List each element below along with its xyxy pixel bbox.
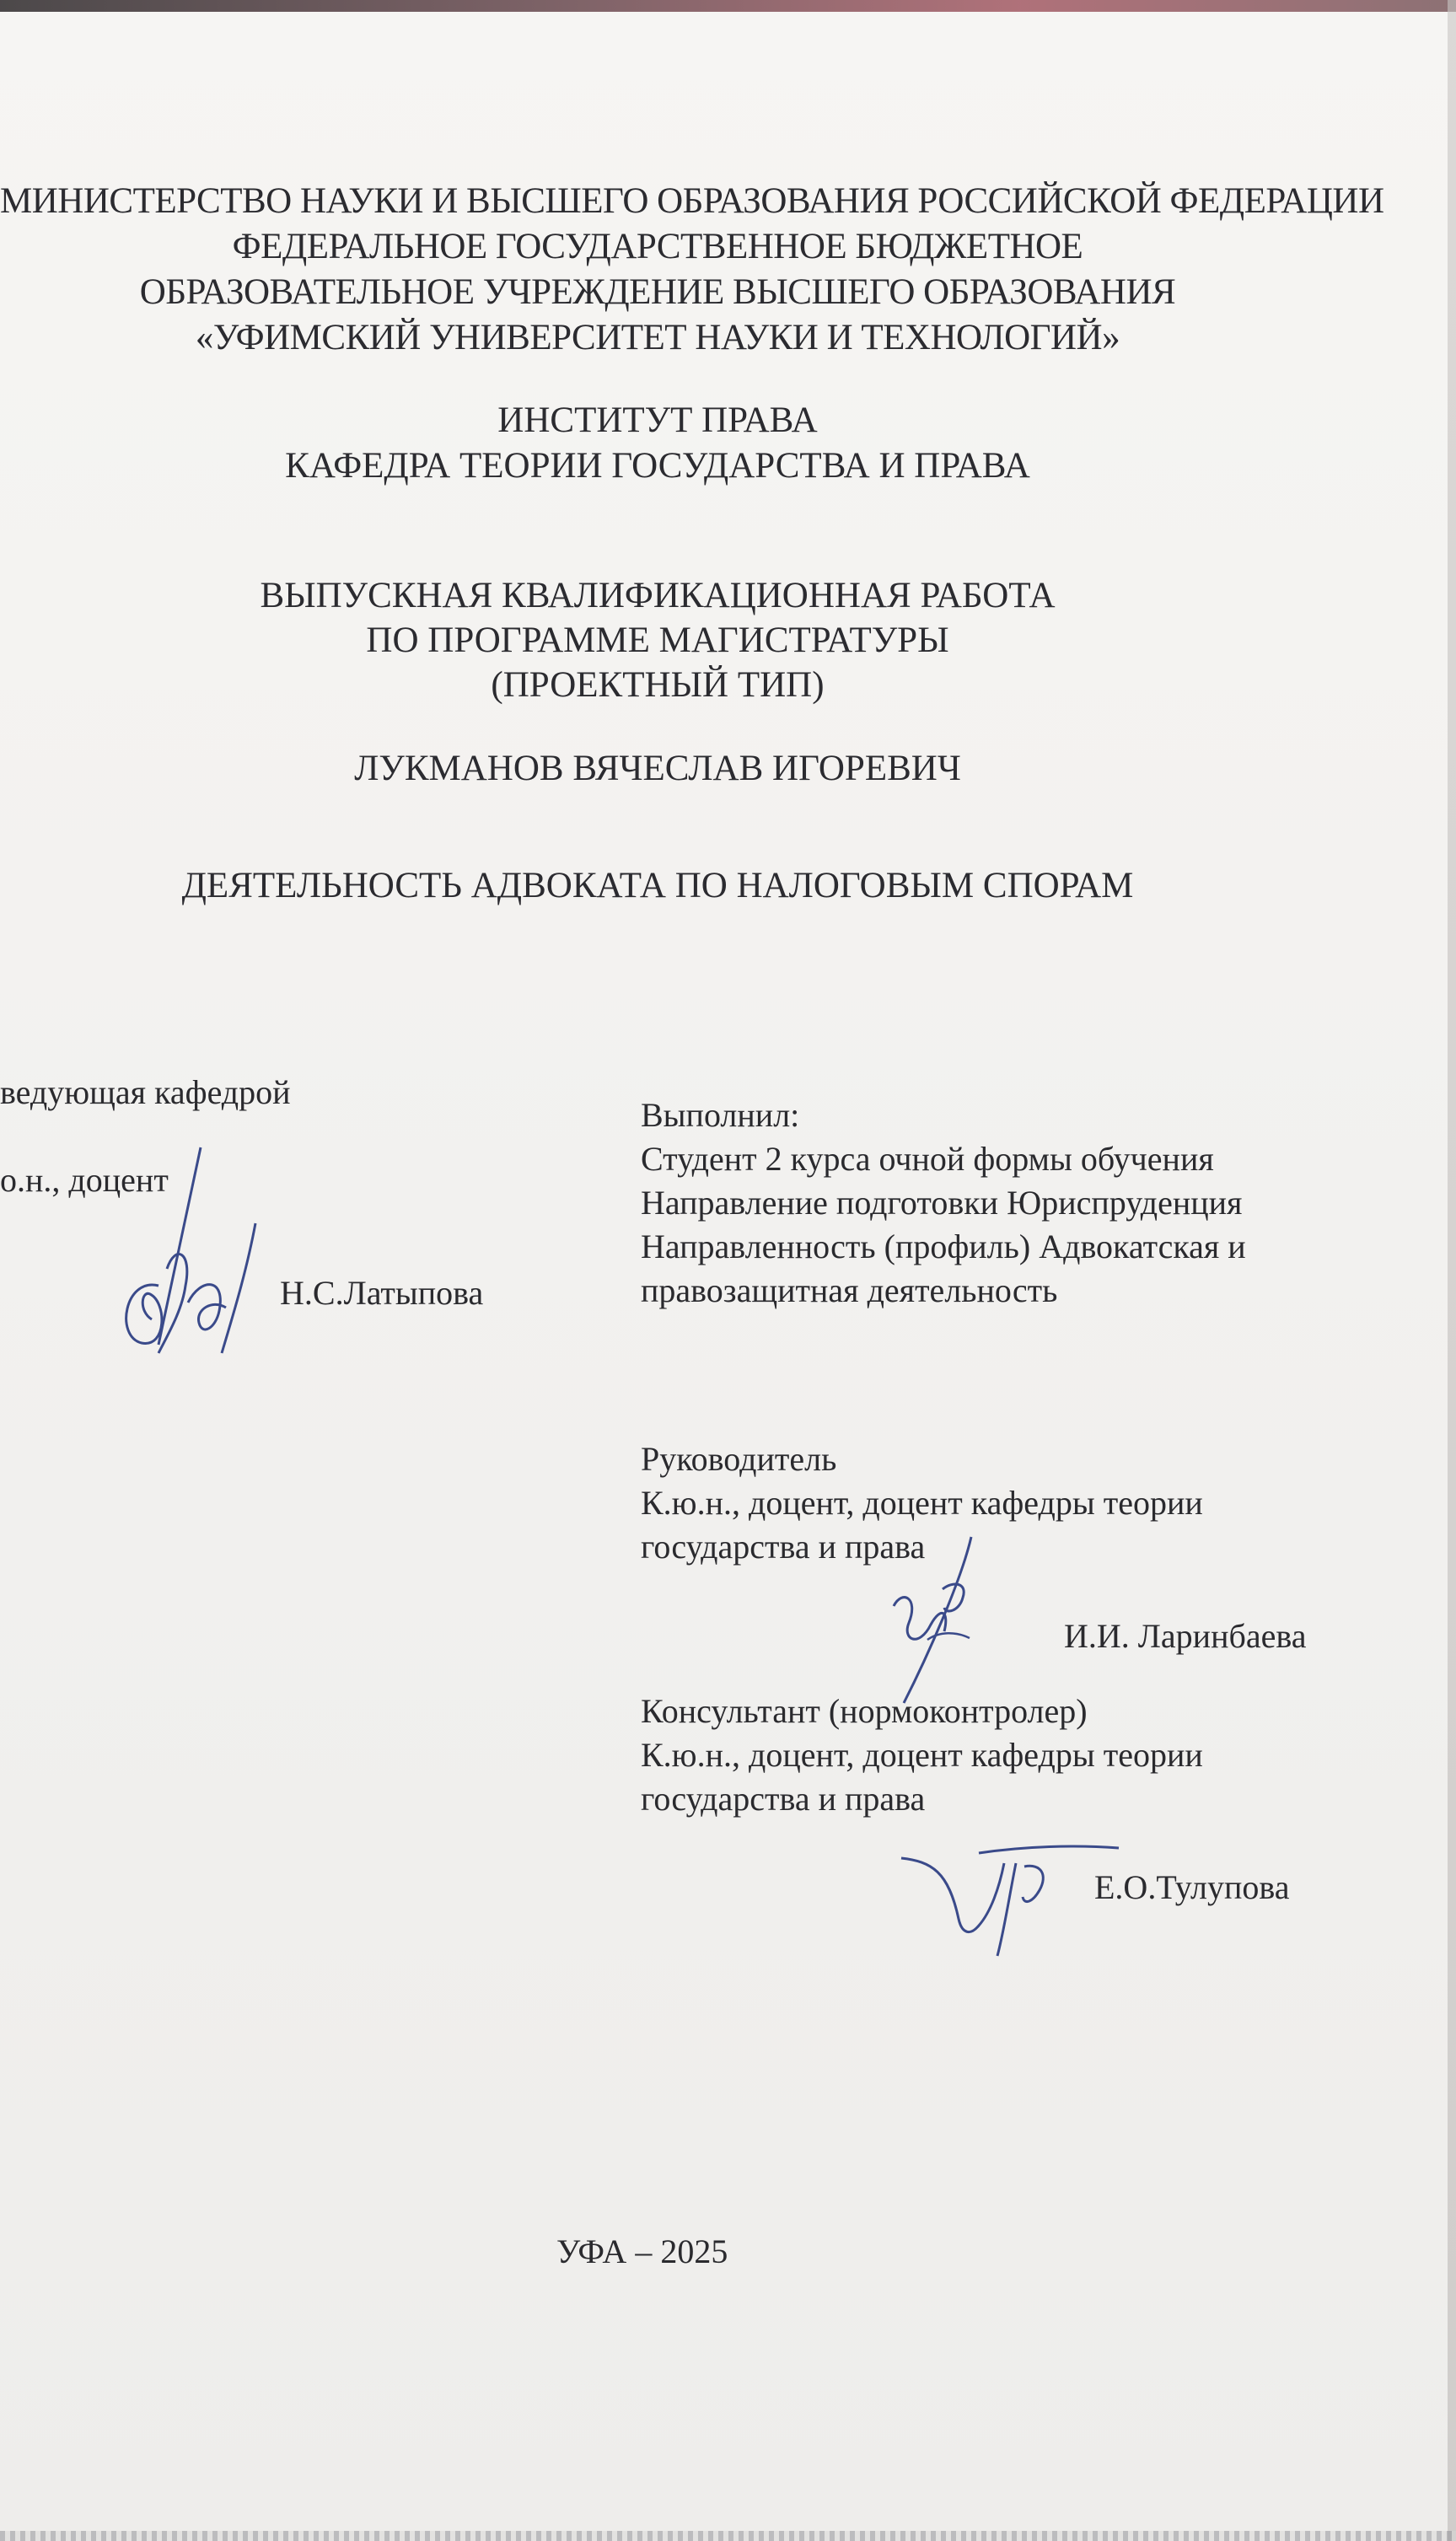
executor-info: [641, 1093, 1246, 1313]
signature-icon: [898, 1838, 1126, 1964]
header-line-3: ОБРАЗОВАТЕЛЬНОЕ УЧРЕЖДЕНИЕ ВЫСШЕГО ОБРАЗОВАНИЯ: [139, 272, 1176, 312]
executor-line-4: правозащитная деятельность: [641, 1271, 1058, 1309]
department-name: КАФЕДРА ТЕОРИИ ГОСУДАРСТВА И ПРАВА: [285, 446, 1030, 486]
supervisor-line-2: государства и права: [641, 1528, 926, 1566]
consultant-line-1: К.ю.н., доцент, доцент кафедры теории: [641, 1736, 1203, 1774]
head-role: ведующая кафедрой: [0, 1073, 291, 1111]
work-type-line-1: ВЫПУСКНАЯ КВАЛИФИКАЦИОННАЯ РАБОТА: [260, 576, 1056, 615]
header-line-2: ФЕДЕРАЛЬНОЕ ГОСУДАРСТВЕННОЕ БЮДЖЕТНОЕ: [232, 227, 1083, 266]
signature-icon: [868, 1530, 995, 1707]
executor-line-3: Направленность (профиль) Адвокатская и: [641, 1228, 1246, 1265]
supervisor-line-1: К.ю.н., доцент, доцент кафедры теории: [641, 1484, 1203, 1522]
head-degree: о.н., доцент: [0, 1161, 169, 1199]
author-name: ЛУКМАНОВ ВЯЧЕСЛАВ ИГОРЕВИЧ: [354, 749, 961, 788]
consultant-info: [641, 1690, 1203, 1821]
page-right-edge: [1448, 0, 1456, 2541]
page-top-edge: [0, 0, 1456, 12]
work-type-line-3: (ПРОЕКТНЫЙ ТИП): [491, 665, 825, 705]
consultant-label: Консультант (нормоконтролер): [641, 1692, 1088, 1730]
thesis-topic: ДЕЯТЕЛЬНОСТЬ АДВОКАТА ПО НАЛОГОВЫМ СПОРАМ: [181, 866, 1134, 905]
work-type: [0, 573, 1315, 707]
consultant-name: Е.О.Тулупова: [1094, 1868, 1290, 1906]
city-year: УФА – 2025: [556, 2232, 728, 2270]
header-line-1: МИНИСТЕРСТВО НАУКИ И ВЫСШЕГО ОБРАЗОВАНИЯ РОССИЙСКОЙ ФЕДЕРАЦИИ: [0, 181, 1384, 221]
page-bottom-edge: [0, 2531, 1456, 2541]
institute-name: ИНСТИТУТ ПРАВА: [497, 400, 818, 440]
header-line-4: «УФИМСКИЙ УНИВЕРСИТЕТ НАУКИ И ТЕХНОЛОГИЙ»: [195, 318, 1120, 357]
supervisor-label: Руководитель: [641, 1440, 837, 1478]
executor-line-1: Студент 2 курса очной формы обучения: [641, 1140, 1214, 1178]
supervisor-name: И.И. Ларинбаева: [1064, 1617, 1307, 1655]
signature-icon: [108, 1142, 277, 1362]
work-type-line-2: ПО ПРОГРАММЕ МАГИСТРАТУРЫ: [366, 620, 949, 660]
executor-line-2: Направление подготовки Юриспруденция: [641, 1184, 1243, 1222]
head-name: Н.С.Латыпова: [280, 1274, 484, 1312]
consultant-line-2: государства и права: [641, 1780, 926, 1818]
executor-label: Выполнил:: [641, 1096, 800, 1134]
institute-info: [0, 398, 1315, 489]
ministry-header: [0, 179, 1384, 361]
